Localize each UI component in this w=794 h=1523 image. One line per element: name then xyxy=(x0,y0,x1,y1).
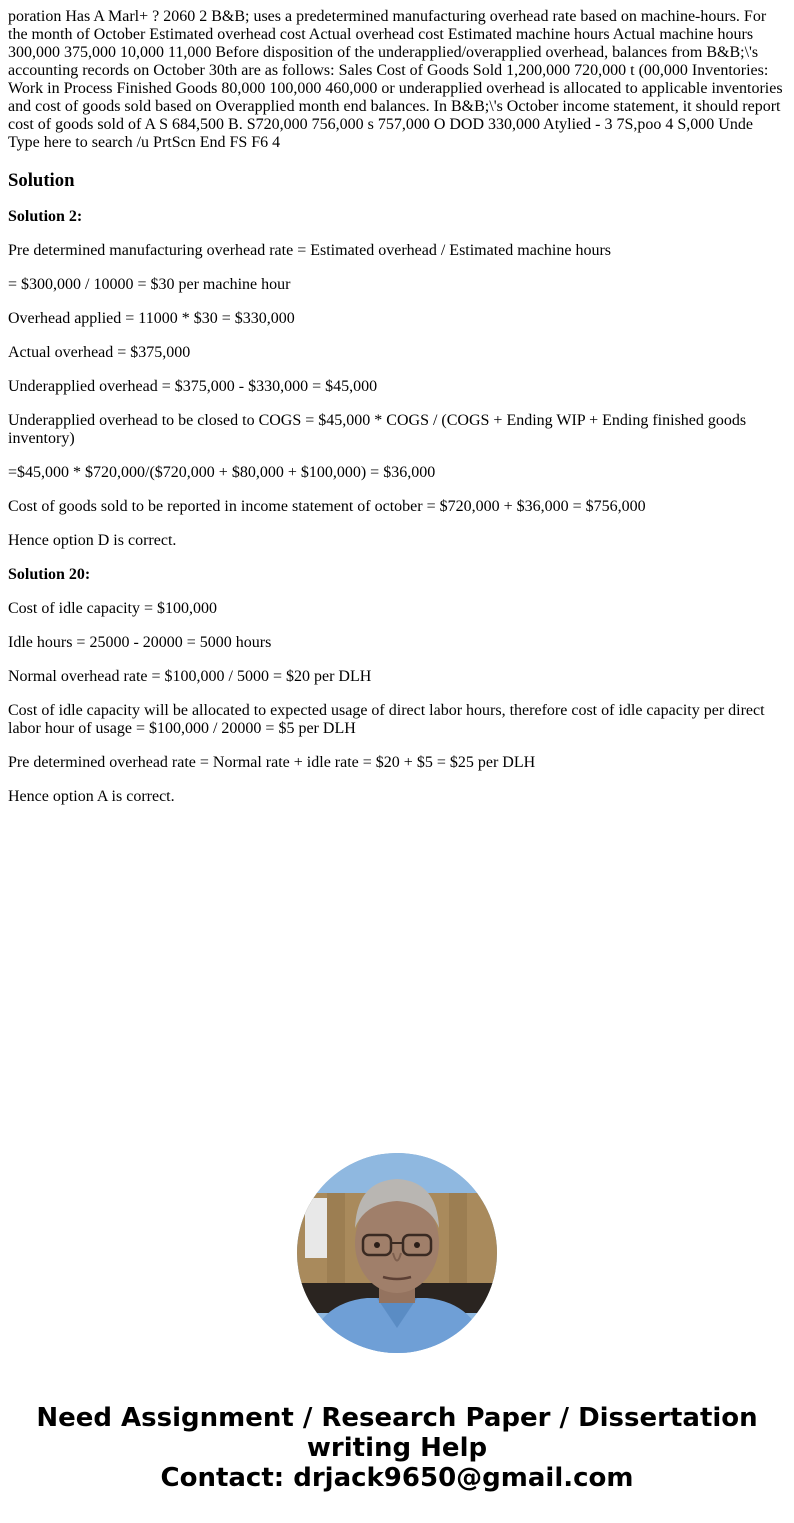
solution-line: Cost of idle capacity will be allocated to expected usage of direct labor hours, therefore cost of idle capacity per direct labor hour of usage = $100,000 / 20000 = $5 per DLH xyxy=(8,702,765,737)
solution-conclusion: Hence option D is correct. xyxy=(8,532,177,549)
solution-2-title: Solution 2: xyxy=(8,208,83,225)
solution-line: Actual overhead = $375,000 xyxy=(8,344,191,361)
question-text: poration Has A Marl+ ? 2060 2 B&B; uses a predetermined manufacturing overhead rate based on machine-hours. For the month of October Estimated overhead cost Actual overhead cost Estimated machine hours Actual machine hours 300,000 375,000 10,000 11,000 Before disposition of the underapplied/overapplied overhead, balances from B&B;\'s accounting records on October 30th are as follows: Sales Cost of Goods Sold 1,200,000 720,000 t (00,000 Inventories: Work in Process Finished Goods 80,000 100,000 460,000 or underapplied overhead is allocated to applicable inventories and cost of goods sold based on Overapplied month end balances. In B&B;\'s October income statement, it should report cost of goods sold of A S 684,500 B. S720,000 756,000 s 757,000 O DOD 330,000 Atylied - 3 7S,poo 4 S,000 Unde Type here to search /u PrtScn End FS F6 4 xyxy=(8,8,783,151)
solution-line: Cost of goods sold to be reported in income statement of october = $720,000 + $36,000 = $756,000 xyxy=(8,498,646,515)
avatar xyxy=(297,1153,497,1353)
promo-contact: Contact: drjack9650@gmail.com xyxy=(160,1463,634,1493)
solution-line: Overhead applied = 11000 * $30 = $330,000 xyxy=(8,310,295,327)
solution-line: Idle hours = 25000 - 20000 = 5000 hours xyxy=(8,634,272,651)
solution-line: =$45,000 * $720,000/($720,000 + $80,000 + $100,000) = $36,000 xyxy=(8,464,436,481)
person-photo-icon xyxy=(297,1153,497,1353)
solution-heading: Solution xyxy=(8,170,75,191)
solution-line: Cost of idle capacity = $100,000 xyxy=(8,600,217,617)
solution-line: Normal overhead rate = $100,000 / 5000 = $20 per DLH xyxy=(8,668,372,685)
solution-line: = $300,000 / 10000 = $30 per machine hour xyxy=(8,276,291,293)
solution-20-title: Solution 20: xyxy=(8,566,91,583)
solution-line: Underapplied overhead to be closed to COGS = $45,000 * COGS / (COGS + Ending WIP + Ending finished goods inventory) xyxy=(8,412,747,447)
solution-line: Underapplied overhead = $375,000 - $330,000 = $45,000 xyxy=(8,378,378,395)
solution-line: Pre determined manufacturing overhead rate = Estimated overhead / Estimated machine hours xyxy=(8,242,612,259)
promo-banner xyxy=(0,1403,794,1493)
document-body xyxy=(8,8,786,822)
promo-line-1: Need Assignment / Research Paper / Dissertation xyxy=(36,1403,758,1433)
solution-2-section xyxy=(8,208,786,550)
promo-line-2: writing Help xyxy=(306,1433,488,1463)
solution-line: Pre determined overhead rate = Normal rate + idle rate = $20 + $5 = $25 per DLH xyxy=(8,754,536,771)
solution-20-section xyxy=(8,566,786,806)
solution-conclusion: Hence option A is correct. xyxy=(8,788,175,805)
